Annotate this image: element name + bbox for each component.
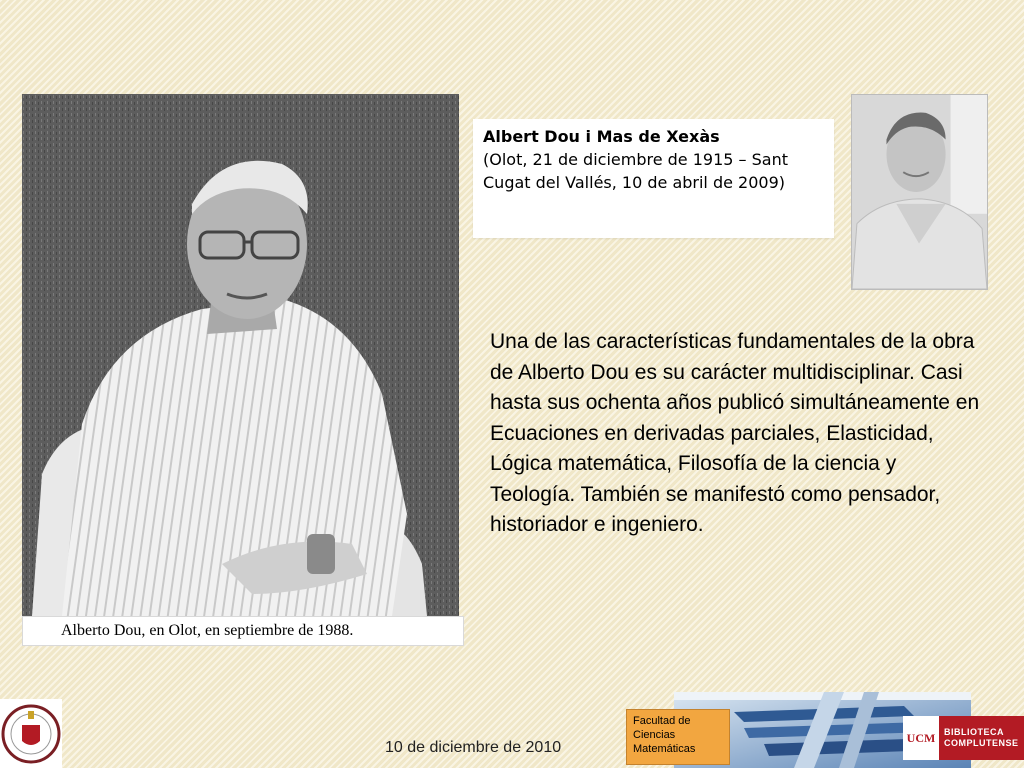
ucm-seal-logo bbox=[0, 699, 62, 768]
ucm-mark: UCM bbox=[903, 716, 939, 760]
library-line-1: BIBLIOTECA bbox=[944, 727, 1004, 737]
faculty-label: Facultad de Ciencias Matemáticas bbox=[626, 709, 730, 765]
library-name bbox=[939, 727, 1024, 749]
portrait-photo bbox=[22, 94, 459, 616]
footer-date: 10 de diciembre de 2010 bbox=[385, 739, 562, 756]
person-name: Albert Dou i Mas de Xexàs bbox=[483, 127, 720, 146]
childhood-photo bbox=[851, 94, 988, 290]
body-paragraph: Una de las características fundamentales de la obra de Alberto Dou es su carácter multidisciplinar. Casi hasta sus ochenta años publicó simultáneamente en Ecuaciones en derivadas parciales, Elasticidad, Lógica matemática, Filosofía de la ciencia y Teología. También se manifestó como pensador, historiador e ingeniero. bbox=[490, 330, 980, 536]
name-box bbox=[473, 119, 834, 238]
library-line-2: COMPLUTENSE bbox=[944, 738, 1019, 748]
photo-caption: Alberto Dou, en Olot, en septiembre de 1988. bbox=[22, 616, 464, 646]
library-logo bbox=[903, 716, 1024, 760]
person-dates: (Olot, 21 de diciembre de 1915 – Sant Cugat del Vallés, 10 de abril de 2009) bbox=[483, 150, 788, 192]
